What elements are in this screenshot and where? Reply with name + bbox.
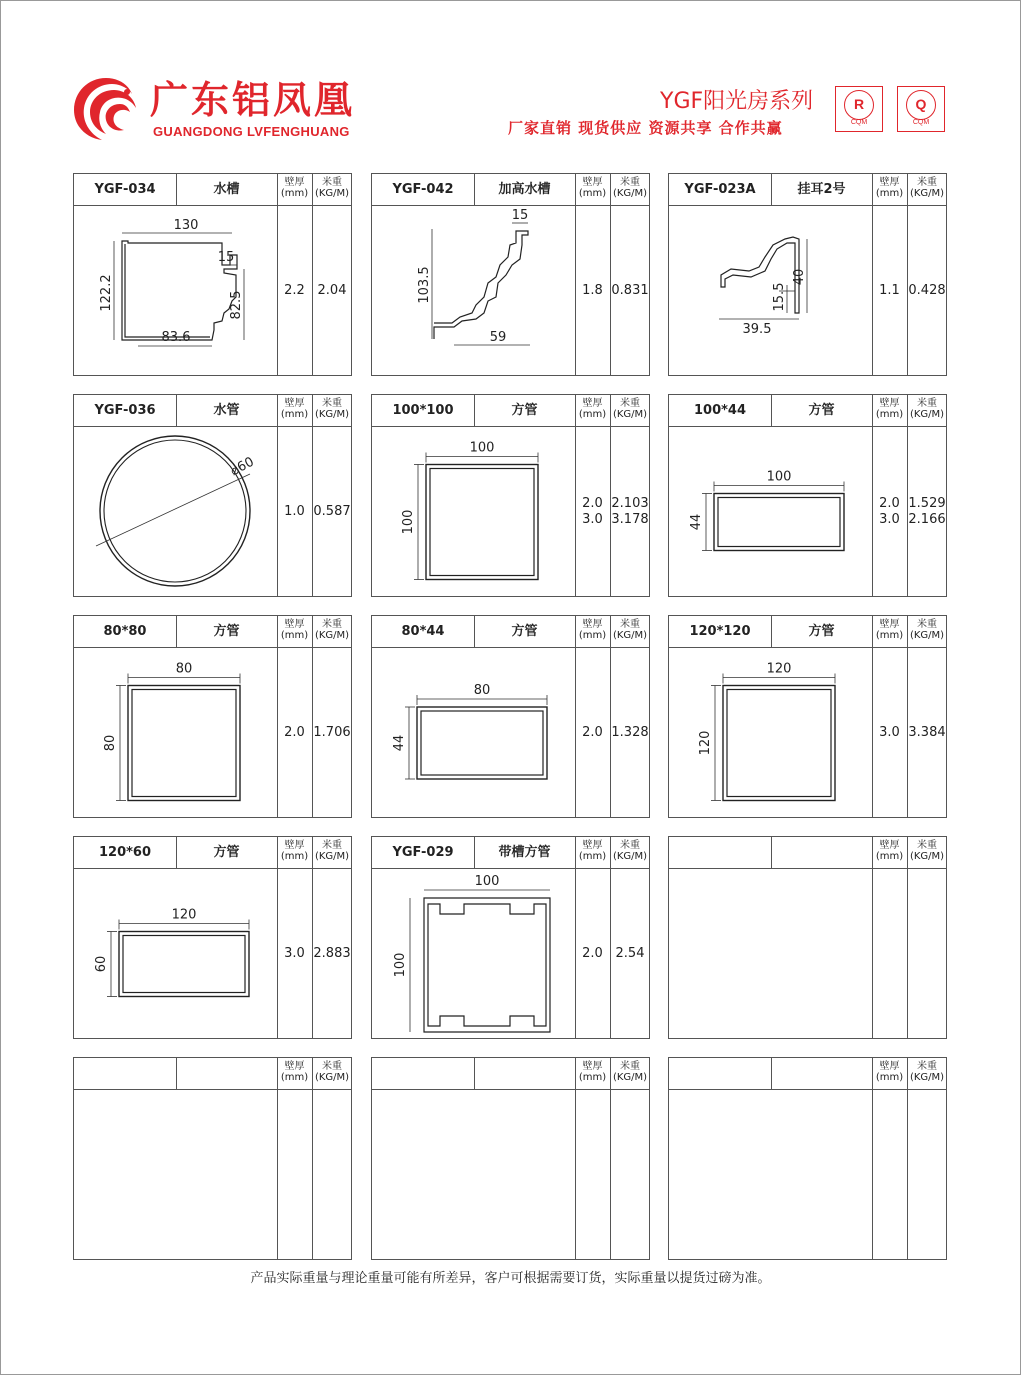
weight-value [907, 496, 947, 528]
thickness-label-unit: (mm) [875, 409, 904, 420]
weight-label-cn: 米重 [322, 619, 342, 630]
thickness-label-cn: 壁厚 [879, 619, 900, 630]
product-card [73, 1057, 352, 1260]
product-name: 水槽 [213, 182, 240, 197]
diameter-label: ⌀60 [228, 454, 257, 480]
thickness-label-unit: (mm) [280, 851, 309, 862]
profile-outer [417, 707, 547, 779]
weight-value [312, 725, 352, 741]
profile-drawing [669, 1089, 871, 1259]
weight-value-line: 1.706 [313, 725, 351, 740]
height-dimension-label: 122.2 [99, 274, 114, 312]
weight-label-unit: (KG/M) [314, 630, 350, 641]
thickness-label [277, 619, 312, 641]
thickness-label-unit: (mm) [280, 188, 309, 199]
height-dimension-label: 100 [393, 952, 408, 978]
slogan: 厂家直销 现货供应 资源共享 合作共赢 [508, 119, 783, 137]
profile-drawing [669, 205, 871, 375]
thickness-label-cn: 壁厚 [582, 619, 603, 630]
weight-label-cn: 米重 [620, 840, 640, 851]
card-header [74, 616, 351, 648]
profile-drawing [74, 647, 276, 817]
cert-r-icon: R [844, 90, 874, 120]
thickness-value [277, 725, 312, 741]
weight-label [907, 177, 947, 199]
weight-label-cn: 米重 [322, 840, 342, 851]
thickness-label [575, 619, 610, 641]
weight-value-line: 2.166 [908, 512, 946, 527]
brand-name-cn: 广东铝凤凰 [150, 78, 356, 122]
weight-value [312, 283, 352, 299]
card-header [74, 837, 351, 869]
thickness-label-cn: 壁厚 [582, 1061, 603, 1072]
weight-value [907, 283, 947, 299]
card-header [74, 1058, 351, 1090]
product-name [771, 1058, 872, 1089]
slot-dimension-label: 15.5 [772, 282, 787, 312]
thickness-value-line: 2.0 [879, 496, 900, 511]
thickness-label [277, 177, 312, 199]
width-dimension-label: 130 [173, 218, 199, 233]
product-code [669, 837, 771, 868]
thickness-label [277, 840, 312, 862]
product-code: YGF-036 [94, 403, 156, 418]
product-name: 方管 [511, 403, 538, 418]
thickness-label-unit: (mm) [280, 630, 309, 641]
bottom-dimension-label: 59 [489, 330, 507, 345]
weight-label-cn: 米重 [917, 1061, 937, 1072]
weight-label-cn: 米重 [620, 619, 640, 630]
weight-label [907, 840, 947, 862]
width-dimension-label: 100 [469, 440, 495, 456]
pipe-inner [104, 440, 246, 582]
thickness-value [575, 725, 610, 741]
thickness-value [575, 496, 610, 528]
thickness-value [872, 725, 907, 741]
weight-value [312, 946, 352, 962]
weight-value-line: 2.54 [615, 946, 645, 961]
weight-label-unit: (KG/M) [612, 409, 648, 420]
weight-value-line: 0.587 [313, 504, 351, 519]
card-header [372, 174, 649, 206]
thickness-value [277, 283, 312, 299]
product-name: 方管 [808, 403, 835, 418]
product-code: YGF-023A [684, 182, 756, 197]
product-card [668, 173, 947, 376]
weight-value-line: 3.384 [908, 725, 946, 740]
thickness-label-unit: (mm) [578, 630, 607, 641]
weight-value-line: 1.529 [908, 496, 946, 511]
phoenix-logo-icon [70, 72, 142, 144]
thickness-label-unit: (mm) [875, 188, 904, 199]
product-card [73, 615, 352, 818]
product-card [668, 394, 947, 597]
thickness-value [277, 946, 312, 962]
thickness-label-cn: 壁厚 [582, 840, 603, 851]
slotted-inner [428, 904, 546, 1026]
thickness-value-line: 1.1 [879, 283, 900, 298]
weight-label-unit: (KG/M) [314, 409, 350, 420]
product-card [371, 1057, 650, 1260]
weight-label-cn: 米重 [620, 398, 640, 409]
product-code: 100*100 [392, 403, 454, 418]
profile-outer [723, 686, 835, 801]
product-card [73, 394, 352, 597]
weight-label-unit: (KG/M) [314, 1072, 350, 1083]
width-dimension-label: 100 [474, 874, 500, 889]
profile-drawing [372, 647, 574, 817]
weight-label-cn: 米重 [917, 177, 937, 188]
weight-label [610, 398, 650, 420]
column-divider [312, 1089, 313, 1259]
thickness-label-unit: (mm) [578, 1072, 607, 1083]
thickness-label-unit: (mm) [280, 1072, 309, 1083]
weight-label-cn: 米重 [322, 177, 342, 188]
weight-label-unit: (KG/M) [909, 409, 945, 420]
thickness-value [575, 946, 610, 962]
product-code: 80*44 [401, 624, 445, 639]
slotted-outer [424, 898, 550, 1032]
height-dimension-label: 60 [94, 955, 109, 973]
profile-drawing [372, 1089, 574, 1259]
weight-label [312, 840, 352, 862]
product-name: 加高水槽 [498, 182, 551, 197]
thickness-value-line: 2.0 [284, 725, 305, 740]
width-dimension-label: 80 [473, 683, 491, 698]
product-code: 120*120 [689, 624, 751, 639]
card-header [74, 174, 351, 206]
column-divider [872, 1089, 873, 1259]
weight-label-cn: 米重 [917, 398, 937, 409]
series-title: YGF阳光房系列 [660, 89, 814, 114]
weight-label [907, 1061, 947, 1083]
card-header [669, 174, 946, 206]
thickness-value-line: 2.0 [582, 496, 603, 511]
brand-name-en: GUANGDONG LVFENGHUANG [153, 124, 350, 139]
weight-label [312, 619, 352, 641]
profile-drawing [74, 426, 276, 596]
width-dimension-label: 100 [766, 469, 792, 485]
card-header [372, 837, 649, 869]
thickness-label [277, 398, 312, 420]
weight-label [610, 1061, 650, 1083]
thickness-label-unit: (mm) [875, 851, 904, 862]
product-card [73, 173, 352, 376]
thickness-label-unit: (mm) [578, 851, 607, 862]
thickness-label-cn: 壁厚 [582, 177, 603, 188]
column-divider [907, 868, 908, 1038]
thickness-label-cn: 壁厚 [879, 1061, 900, 1072]
diameter-line [96, 474, 250, 546]
thickness-label [575, 177, 610, 199]
weight-label-unit: (KG/M) [909, 1072, 945, 1083]
product-code: 80*80 [103, 624, 147, 639]
product-code [74, 1058, 176, 1089]
profile-drawing [669, 426, 871, 596]
product-name: 方管 [808, 624, 835, 639]
profile-inner [132, 690, 236, 797]
gutter-profile-inner [125, 244, 210, 337]
card-header [669, 837, 946, 869]
product-card [668, 615, 947, 818]
profile-drawing [669, 647, 871, 817]
thickness-label-unit: (mm) [280, 409, 309, 420]
pipe-outer [100, 436, 250, 586]
product-name: 方管 [213, 845, 240, 860]
weight-label-unit: (KG/M) [612, 851, 648, 862]
height-dimension-label: 100 [401, 509, 416, 535]
lip-dimension-label: 15 [217, 250, 235, 265]
weight-label [312, 177, 352, 199]
weight-value [610, 496, 650, 528]
column-divider [610, 1089, 611, 1259]
cert-q-icon: Q [906, 90, 936, 120]
thickness-value [277, 504, 312, 520]
product-name: 方管 [511, 624, 538, 639]
weight-value-line: 1.328 [611, 725, 649, 740]
weight-label-cn: 米重 [620, 1061, 640, 1072]
weight-label-unit: (KG/M) [612, 630, 648, 641]
width-dimension-label: 120 [766, 661, 792, 677]
weight-label [312, 1061, 352, 1083]
height-dimension-label: 103.5 [417, 266, 432, 304]
bottom-dimension-label: 83.6 [161, 330, 191, 345]
thickness-label-cn: 壁厚 [284, 619, 305, 630]
height-dimension-label: 44 [689, 513, 704, 531]
weight-value-line: 0.428 [908, 283, 946, 298]
thickness-value [872, 496, 907, 528]
profile-inner [727, 690, 831, 797]
weight-label [907, 398, 947, 420]
weight-value-line: 0.831 [611, 283, 649, 298]
thickness-label [575, 398, 610, 420]
profile-drawing [669, 868, 871, 1038]
profile-outer [128, 686, 240, 801]
product-name: 带槽方管 [498, 845, 551, 860]
weight-label-unit: (KG/M) [612, 1072, 648, 1083]
weight-label [312, 398, 352, 420]
product-name [771, 837, 872, 868]
product-code: 120*60 [98, 845, 152, 860]
profile-drawing [74, 1089, 276, 1259]
product-card [668, 836, 947, 1039]
weight-value [610, 283, 650, 299]
thickness-value-line: 3.0 [879, 512, 900, 527]
thickness-label [277, 1061, 312, 1083]
weight-value [610, 946, 650, 962]
thickness-label [872, 840, 907, 862]
weight-value-line: 3.178 [611, 512, 649, 527]
thickness-value-line: 1.8 [582, 283, 603, 298]
weight-value-line: 2.103 [611, 496, 649, 511]
cert-badge-r [835, 86, 883, 132]
thickness-label-unit: (mm) [578, 409, 607, 420]
column-divider [907, 1089, 908, 1259]
weight-label-cn: 米重 [322, 1061, 342, 1072]
thickness-value-line: 3.0 [879, 725, 900, 740]
thickness-label-unit: (mm) [578, 188, 607, 199]
height-dimension-label: 80 [103, 734, 118, 752]
product-code: YGF-034 [94, 182, 156, 197]
product-name: 方管 [213, 624, 240, 639]
width-dimension-label: 120 [171, 907, 197, 923]
thickness-value [872, 283, 907, 299]
weight-label-cn: 米重 [917, 840, 937, 851]
tall-gutter-profile [434, 231, 528, 339]
card-header [669, 616, 946, 648]
profile-outer [119, 932, 249, 997]
product-name: 水管 [213, 403, 240, 418]
profile-outer [426, 465, 538, 580]
thickness-label-cn: 壁厚 [582, 398, 603, 409]
thickness-value [575, 283, 610, 299]
profile-outer [714, 494, 844, 551]
thickness-label-cn: 壁厚 [879, 840, 900, 851]
height-dimension-label: 120 [698, 730, 713, 756]
weight-label-unit: (KG/M) [612, 188, 648, 199]
profile-drawing [74, 205, 276, 375]
product-code [669, 1058, 771, 1089]
cert-badge-q [897, 86, 945, 132]
product-card [73, 836, 352, 1039]
weight-value [907, 725, 947, 741]
height-dimension-label: 40 [792, 268, 807, 286]
weight-label [610, 177, 650, 199]
lip-dimension-label: 15 [511, 208, 529, 223]
weight-label-unit: (KG/M) [909, 188, 945, 199]
thickness-label [872, 177, 907, 199]
thickness-label-unit: (mm) [875, 1072, 904, 1083]
weight-label-cn: 米重 [917, 619, 937, 630]
thickness-label-cn: 壁厚 [879, 177, 900, 188]
thickness-label [872, 619, 907, 641]
weight-value-line: 2.04 [317, 283, 347, 298]
thickness-label-cn: 壁厚 [284, 177, 305, 188]
thickness-value-line: 3.0 [284, 946, 305, 961]
weight-label [907, 619, 947, 641]
product-code: 100*44 [693, 403, 747, 418]
cert-r-sub: CQM [850, 119, 868, 126]
product-card [668, 1057, 947, 1260]
column-divider [575, 1089, 576, 1259]
column-divider [277, 1089, 278, 1259]
weight-value [610, 725, 650, 741]
weight-value [312, 504, 352, 520]
weight-label [610, 840, 650, 862]
weight-label [610, 619, 650, 641]
product-name [176, 1058, 277, 1089]
thickness-label [872, 398, 907, 420]
card-header [372, 1058, 649, 1090]
product-card [371, 836, 650, 1039]
card-header [74, 395, 351, 427]
profile-drawing [372, 205, 574, 375]
weight-label-unit: (KG/M) [314, 851, 350, 862]
profile-drawing [372, 426, 574, 596]
inner-height-dimension-label: 82.5 [229, 290, 244, 320]
thickness-label-cn: 壁厚 [284, 840, 305, 851]
product-code: YGF-042 [392, 182, 454, 197]
profile-inner [718, 498, 840, 547]
profile-inner [430, 469, 534, 576]
thickness-value-line: 2.2 [284, 283, 305, 298]
weight-label-unit: (KG/M) [314, 188, 350, 199]
profile-inner [421, 711, 543, 775]
card-header [372, 616, 649, 648]
thickness-label-cn: 壁厚 [879, 398, 900, 409]
profile-drawing [74, 868, 276, 1038]
thickness-value-line: 2.0 [582, 725, 603, 740]
product-code [372, 1058, 474, 1089]
bottom-dimension-label: 39.5 [742, 322, 772, 337]
weight-label-cn: 米重 [620, 177, 640, 188]
weight-value-line: 2.883 [313, 946, 351, 961]
thickness-value-line: 2.0 [582, 946, 603, 961]
thickness-label [575, 840, 610, 862]
column-divider [872, 868, 873, 1038]
card-header [372, 395, 649, 427]
product-card [371, 394, 650, 597]
thickness-value-line: 3.0 [582, 512, 603, 527]
thickness-value-line: 1.0 [284, 504, 305, 519]
card-header [669, 1058, 946, 1090]
thickness-label-unit: (mm) [875, 630, 904, 641]
cert-q-sub: CQM [912, 119, 930, 126]
product-code: YGF-029 [392, 845, 454, 860]
weight-label-cn: 米重 [322, 398, 342, 409]
height-dimension-label: 44 [392, 734, 407, 752]
product-card [371, 173, 650, 376]
product-name [474, 1058, 575, 1089]
profile-drawing [372, 868, 574, 1038]
thickness-label-cn: 壁厚 [284, 398, 305, 409]
thickness-label [872, 1061, 907, 1083]
product-card [371, 615, 650, 818]
card-header [669, 395, 946, 427]
thickness-label [575, 1061, 610, 1083]
weight-label-unit: (KG/M) [909, 630, 945, 641]
width-dimension-label: 80 [175, 661, 193, 677]
weight-label-unit: (KG/M) [909, 851, 945, 862]
profile-inner [123, 936, 245, 993]
product-name: 挂耳2号 [797, 182, 846, 197]
footer-note: 产品实际重量与理论重量可能有所差异，客户可根据需要订货，实际重量以提货过磅为准。 [250, 1271, 771, 1286]
thickness-label-cn: 壁厚 [284, 1061, 305, 1072]
